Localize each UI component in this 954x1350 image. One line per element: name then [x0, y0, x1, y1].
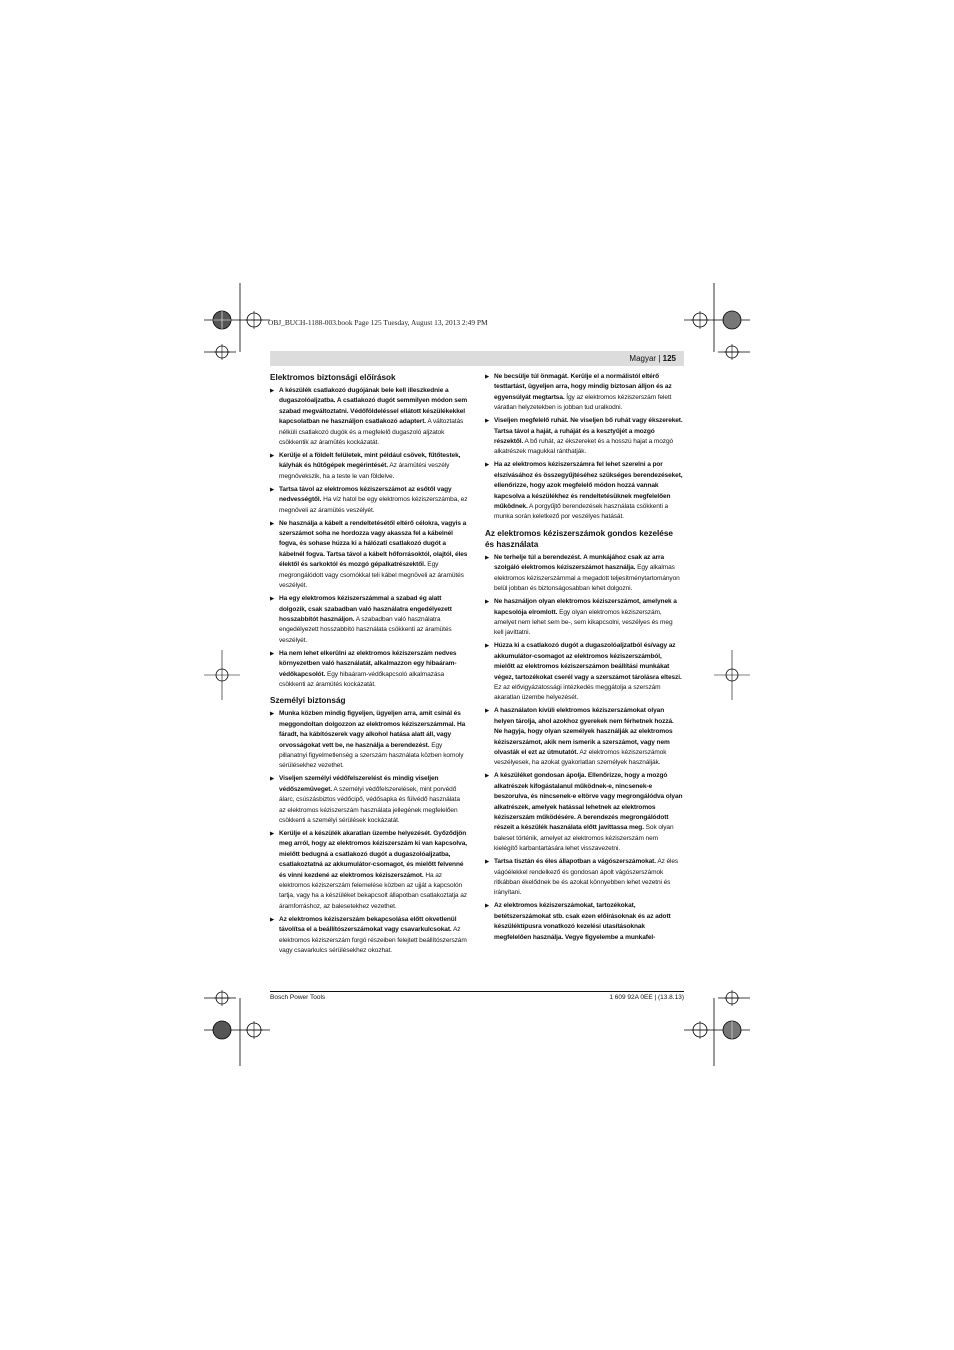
list-item — [270, 451, 468, 482]
registration-target-top-left — [213, 311, 231, 329]
list-item — [270, 519, 468, 592]
left-column — [270, 372, 468, 959]
registration-target-bottom-right — [723, 1021, 741, 1039]
list-item-bold: Az elektromos kéziszerszám bekapcsolása előtt okvetlenül távolítsa el a beállítószerszámokat vagy csavarkulcsokat. — [279, 915, 457, 934]
list-item-text: Ez az elővigyázatossági intézkedés meggátolja a szerszám akaratlan üzembe helyezését. — [494, 683, 661, 702]
list-item-bold: A készülék csatlakozó dugójának bele kell illeszkednie a dugaszolóaljzatba. A csatlakozó dugót semmilyen módon sem szabad megváltoztatni. Védőföldeléssel ellátott készülékekkel kapcsolatban ne használjon csatlakozó adaptert. — [279, 387, 468, 426]
right-column — [485, 372, 683, 946]
list-item — [270, 709, 468, 771]
registration-target-left-bottom — [214, 990, 230, 1006]
list-item-text: A bő ruhát, az ékszereket és a hosszú hajat a mozgó alkatrészek magukkal ránthatják. — [494, 438, 674, 456]
footer-rule — [270, 991, 684, 992]
list-item-text: Az elektromos kéziszerszám forgó részeiben felejtett beállítószerszám vagy csavarkulcs sérülésekhez okozhat. — [279, 926, 467, 955]
registration-target-bottom-right-2 — [691, 1021, 709, 1039]
list-item-bold: Kerülje el a készülék akaratlan üzembe helyezését. Győződjön meg arról, hogy az elektromos kéziszerszám ki van kapcsolva, mielőtt bedugná a csatlakozó dugót a dugaszolóaljzatba, csatlakoztatná az akkumulátor-csomagot, és mielőtt felvenné és vinni kezdené az elektromos kéziszerszámot. — [279, 830, 467, 879]
footer-doc-number: 1 609 92A 0EE | (13.8.13) — [609, 994, 684, 1001]
list-item-text: Az éles vágóélekkel rendelkező és gondosan ápolt vágószerszámok ritkábban ékelődnek be és azokat könnyebben lehet vezetni és irányítani. — [494, 858, 679, 897]
list-item-bold: Ha nem lehet elkerülni az elektromos kéziszerszám nedves környezetben való használatát, alkalmazzon egy hibaáram-védőkapcsolót. — [279, 649, 457, 678]
registration-target-top-left-2 — [245, 311, 263, 329]
header-language: Magyar — [629, 354, 657, 363]
list-item-bold: Ne becsülje túl önmagát. Kerülje el a normálistól eltérő testtartást, ügyeljen arra, hogy mindig biztosan álljon és az egyensúlyát megtartsa. — [494, 373, 672, 401]
list-item-text: Egy pillanatnyi figyelmetlenség a szerszám használata közben komoly sérülésekhez vezethet. — [279, 741, 464, 770]
list-item — [270, 386, 468, 448]
registration-target-right-bottom — [724, 990, 740, 1006]
list-item-text: Egy alkalmas elektromos kéziszerszámmal a megadott teljesítménytartományon belül jobban és biztonságosabban lehet dolgozni. — [494, 564, 680, 593]
list-item — [270, 829, 468, 912]
list-item — [485, 641, 683, 703]
registration-target-right-top — [724, 344, 740, 360]
personal-list-continued — [485, 372, 683, 523]
list-item-text: Egy olyan elektromos kéziszerszám, amelyet nem lehet sem be-, sem kikapcsolni, veszélyes és meg kell javíttatni. — [494, 608, 673, 637]
list-item-bold: Tartsa tisztán és éles állapotban a vágószerszámokat. — [494, 858, 656, 866]
list-item-text: Egy megrongálódott vagy csomókkal teli kábel megnöveli az áramütés veszélyét. — [279, 561, 464, 590]
list-item — [270, 649, 468, 691]
print-mark: OBJ_BUCH-1188-003.book Page 125 Tuesday, August 13, 2013 2:49 PM — [268, 318, 488, 327]
electrical-list — [270, 386, 468, 690]
registration-target-left-middle — [204, 650, 240, 700]
list-item-text: Az elektromos kéziszerszámok veszélyesek, ha azokat gyakorlatlan személyek használják. — [494, 748, 667, 767]
list-item-bold: Kerülje el a földelt felületek, mint például csövek, fűtőtestek, kályhák és hűtőgépek megérintését. — [279, 452, 461, 470]
header-separator: | — [658, 354, 661, 363]
registration-target-top-right — [723, 311, 741, 329]
list-item-text: Így az elektromos kéziszerszám felett váratlan helyzetekben is jobban tud uralkodni. — [494, 393, 672, 412]
list-item — [270, 774, 468, 826]
list-item-text: A porgyűjtő berendezések használata csökkenti a munka során keletkező por veszélyes hatását. — [494, 503, 669, 521]
list-item-bold: A használaton kívüli elektromos kéziszerszámokat olyan helyen tárolja, ahol azokhoz gyerekek nem férhetnek hozzá. Ne hagyja, hogy olyan személyek használják az elektromos kéziszerszámot, akik nem ismerik a szerszámot, vagy nem olvasták el ezt az útmutatót. — [494, 707, 674, 756]
list-item — [485, 372, 683, 414]
list-item — [485, 597, 683, 639]
running-header — [629, 353, 676, 364]
list-item — [485, 416, 683, 458]
list-item-bold: Viseljen megfelelő ruhát. Ne viseljen bő ruhát vagy ékszereket. Tartsa távol a haját, a ruháját és a kesztyűjét a mozgó részektől. — [494, 417, 683, 446]
personal-list — [270, 709, 468, 956]
registration-target-left-top — [214, 344, 230, 360]
list-item — [485, 706, 683, 768]
list-item-bold: Ne használjon olyan elektromos kéziszerszámot, amelynek a kapcsolója elromlott. — [494, 598, 677, 616]
list-item-bold: Húzza ki a csatlakozó dugót a dugaszolóaljzatból és/vagy az akkumulátor-csomagot az elektromos kéziszerszámból, mielőtt az elektromos kéziszerszámon beállítási munkákat végez, tartozékokat cserél vagy a szerszámot tárolásra elteszi. — [494, 642, 682, 681]
list-item-bold: Az elektromos kéziszerszámokat, tartozékokat, betétszerszámokat stb. csak ezen előírásoknak és az adott készüléktípusra vonatkozó kezelési utasításoknak megfelelően használja. Vegye figyelembe a munkafel- — [494, 902, 671, 941]
list-item-text: A személyi védőfelszerelések, mint porvédő álarc, csúszásbiztos védőcipő, védősapka és fülvédő használata az elektromos kéziszerszám használata jellegének megfelelően csökkenti a személyi sérülések kockázatát. — [279, 785, 460, 824]
list-item-bold: Ne terhelje túl a berendezést. A munkájához csak az arra szolgáló elektromos kéziszerszámot használja. — [494, 553, 665, 572]
list-item — [485, 857, 683, 899]
list-item-text: Ha az elektromos kéziszerszám felemelése közben az ujját a kapcsolón tartja, vagy ha a készüléket bekapcsolt állapotban csatlakoztatja az áramforráshoz, az balesetekhez vezethet. — [279, 871, 467, 910]
footer-brand: Bosch Power Tools — [270, 994, 326, 1001]
list-item — [270, 485, 468, 516]
list-item — [485, 901, 683, 943]
list-item-bold: Ne használja a kábelt a rendeltetésétől eltérő célokra, vagyis a szerszámot soha ne hordozza vagy akassza fel a kábelnél fogva, és sohase húzza ki a hálózati csatlakozó dugót a kábelnél fogva. Tartsa távol a kábelt hőforrásoktól, olajtól, éles élektől és sarkoktól és mozgó gépalkatrészektől. — [279, 519, 468, 569]
header-bar — [270, 351, 684, 366]
list-item — [485, 553, 683, 595]
registration-target-right-middle — [714, 650, 750, 700]
page-number: 125 — [662, 354, 676, 363]
list-item-text: Sok olyan baleset történik, amelyet az elektromos kéziszerszám nem kielégítő karbantartására lehet visszavezetni. — [494, 824, 674, 853]
registration-target-bottom-left — [213, 1021, 231, 1039]
list-item — [485, 460, 683, 522]
registration-target-top-right-2 — [691, 311, 709, 329]
list-item-text: Az áramütési veszély megnövekszik, ha a teste le van földelve. — [279, 462, 450, 480]
list-item-text: Ha víz hatol be egy elektromos kéziszerszámba, ez megnöveli az áramütés veszélyét. — [279, 496, 468, 514]
list-item-bold: Ha az elektromos kéziszerszámra fel lehet szerelni a por elszívásához és összegyűjtéséhez szükséges berendezéseket, ellenőrizze, hogy azok megfelelő módon hozzá vannak kapcsolva a készülékhez és rendeltetésüknek megfelelően működnek. — [494, 461, 683, 511]
list-item-text: A változtatás nélküli csatlakozó dugók és a megfelelő dugaszoló aljzatok csökkentik az áramütés kockázatát. — [279, 418, 464, 447]
section-title-electrical: Elektromos biztonsági előírások — [270, 373, 396, 382]
list-item — [270, 915, 468, 957]
list-item-text: A szabadban való használatra engedélyezett hosszabbító használata csökkenti az áramütés veszélyét. — [279, 615, 452, 644]
section-title-personal: Személyi biztonság — [270, 696, 346, 706]
section-title-care: Az elektromos kéziszerszámok gondos kezelése és használata — [485, 528, 673, 549]
list-item-bold: Tartsa távol az elektromos kéziszerszámot az esőtől vagy nedvességtől. — [279, 485, 452, 504]
list-item-bold: Munka közben mindig figyeljen, ügyeljen arra, amit csinál és meggondoltan dolgozzon az elektromos kéziszerszámmal. Ha fáradt, ha kábítószerek vagy alkohol hatása alatt áll, vagy orvosságokat vett be, ne használja a berendezést. — [279, 710, 466, 749]
care-list — [485, 553, 683, 943]
list-item-bold: A készüléket gondosan ápolja. Ellenőrizze, hogy a mozgó alkatrészek kifogástalanul működnek-e, nincsenek-e beszorulva, és nincsenek-e eltörve vagy megrongálódva olyan alkatrészek, amelyek hatással lehetnek az elektromos kéziszerszám működésére. A berendezés megrongálódott részeit a készülék használata előtt javíttassa meg. — [494, 772, 683, 832]
list-item — [270, 594, 468, 646]
list-item-bold: Viseljen személyi védőfelszerelést és mindig viseljen védőszemüveget. — [279, 775, 439, 793]
registration-target-bottom-left-2 — [245, 1021, 263, 1039]
list-item — [485, 771, 683, 854]
list-item-bold: Ha egy elektromos kéziszerszámmal a szabad ég alatt dolgozik, csak szabadban való használatra engedélyezett hosszabbítót használjon. — [279, 595, 452, 623]
list-item-text: Egy hibaáram-védőkapcsoló alkalmazása csökkenti az áramütés kockázatát. — [279, 670, 445, 688]
